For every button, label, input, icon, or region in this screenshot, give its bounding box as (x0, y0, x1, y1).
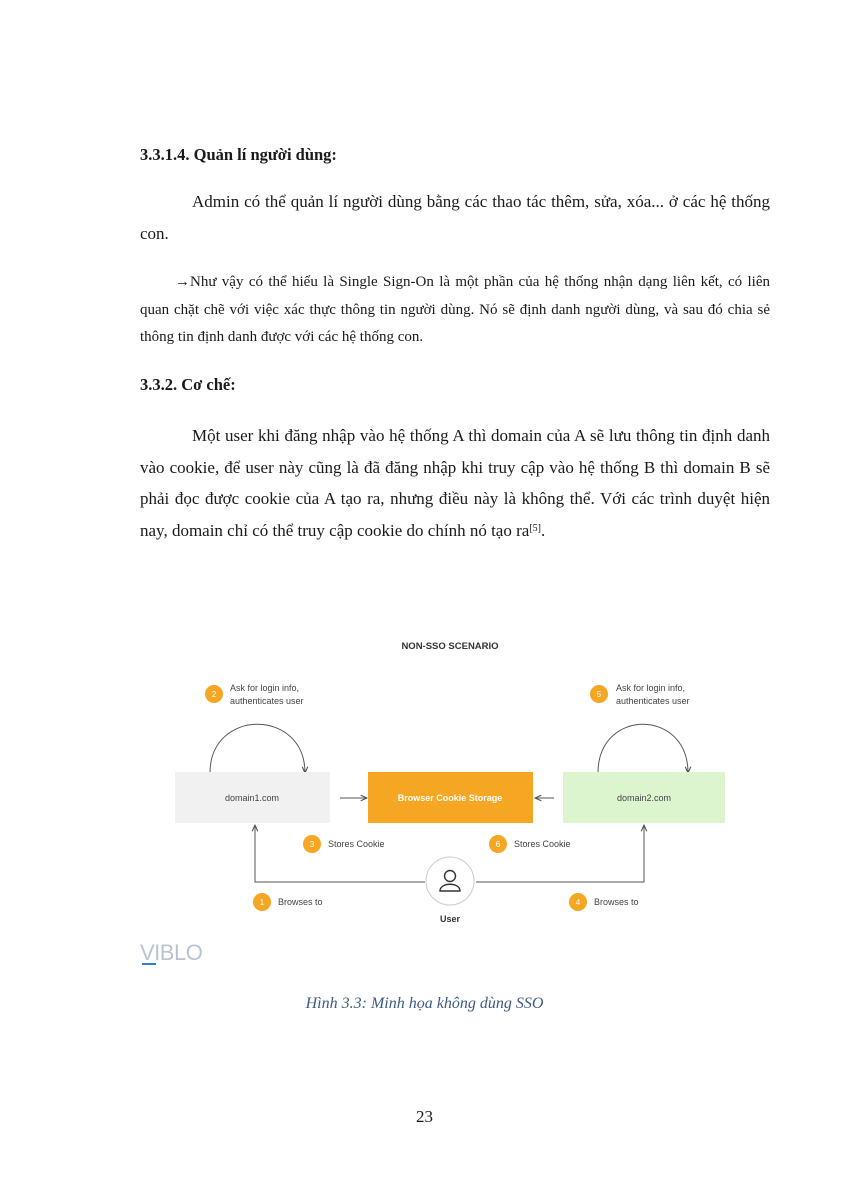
cookie-storage-box (368, 772, 533, 823)
arrow-user-to-domain2 (476, 825, 644, 882)
citation: [5] (529, 522, 541, 534)
user-label: User (439, 914, 461, 924)
paragraph-sso-summary (140, 269, 770, 352)
figure-caption: Hình 3.3: Minh họa không dùng SSO (305, 995, 544, 1012)
step-2-line2: authenticates user (230, 696, 304, 706)
step-4 (569, 893, 639, 911)
loop-arrow-domain1 (210, 724, 305, 773)
step-1 (253, 893, 323, 911)
diagram-title: NON-SSO SCENARIO (401, 641, 499, 652)
section-heading: 3.3.1.4. Quản lí người dùng: (140, 145, 337, 164)
step-1-number: 1 (259, 898, 265, 907)
step-3-number: 3 (309, 840, 315, 849)
loop-arrow-domain2 (598, 724, 688, 773)
paragraph-mechanism-end: . (540, 520, 546, 540)
page-number: 23 (416, 1107, 433, 1126)
arrow-icon: → (175, 274, 190, 290)
non-sso-diagram (140, 628, 780, 968)
step-5-number: 5 (596, 690, 602, 699)
viblo-logo: VIBLO (140, 940, 203, 965)
domain1-box (175, 772, 330, 823)
paragraph-mechanism (140, 420, 770, 546)
paragraph-sso-summary-text: Như vậy có thể hiểu là Single Sign-On là một phần của hệ thống nhận dạng liên kết, có liên quan chặt chẽ với việc xác thực thông tin người dùng. Nó sẽ định danh người dùng, và sau đó chia sẻ thông tin định danh được với các hệ thống con. (140, 274, 770, 345)
step-6-text: Stores Cookie (514, 839, 571, 849)
step-5-line1: Ask for login info, (616, 683, 686, 693)
domain2-box (563, 772, 725, 823)
subsection-heading: 3.3.2. Cơ chế: (140, 375, 236, 394)
paragraph-mechanism-text: Một user khi đăng nhập vào hệ thống A thì domain của A sẽ lưu thông tin định danh vào cookie, để user này cũng là đã đăng nhập khi truy cập vào hệ thống B thì domain B sẽ phải đọc được cookie của A tạo ra, nhưng điều này là không thể. Với các trình duyệt hiện nay, domain chỉ có thể truy cập cookie do chính nó tạo ra (140, 426, 770, 540)
step-2 (205, 683, 304, 706)
step-4-text: Browses to (594, 897, 639, 907)
step-6-number: 6 (495, 840, 501, 849)
step-1-text: Browses to (278, 897, 323, 907)
step-2-line1: Ask for login info, (230, 683, 300, 693)
arrow-user-to-domain1 (255, 825, 425, 882)
user-node (426, 857, 474, 924)
paragraph-user-management: Admin có thể quản lí người dùng bằng các thao tác thêm, sửa, xóa... ở các hệ thống con. (140, 192, 770, 243)
cookie-storage-label: Browser Cookie Storage (397, 793, 503, 803)
step-2-number: 2 (211, 690, 217, 699)
step-4-number: 4 (575, 898, 581, 907)
step-3 (303, 835, 385, 853)
domain1-label: domain1.com (224, 793, 280, 803)
step-6 (489, 835, 571, 853)
domain2-label: domain2.com (616, 793, 672, 803)
step-3-text: Stores Cookie (328, 839, 385, 849)
step-5-line2: authenticates user (616, 696, 690, 706)
step-5 (590, 683, 690, 706)
